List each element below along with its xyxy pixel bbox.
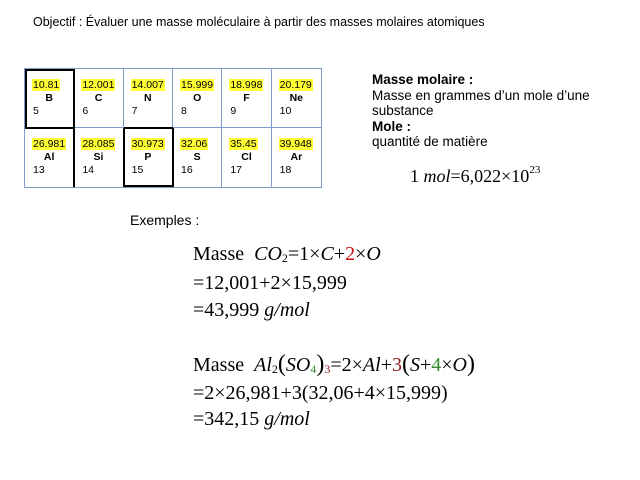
sulfate-count-subscript: 3 <box>324 362 331 376</box>
staircase-line <box>124 127 173 129</box>
atomic-mass: 12.001 <box>82 79 115 91</box>
element-symbol: P <box>144 151 152 163</box>
atomic-mass: 32.06 <box>181 138 208 150</box>
atomic-number: 5 <box>33 105 39 117</box>
eq-part: =2× <box>330 354 363 376</box>
staircase-line <box>124 185 173 187</box>
atomic-number: 15 <box>131 164 144 176</box>
element-symbol: Ne <box>289 92 304 104</box>
eq-part: =1× <box>287 243 321 265</box>
example2-line1: Masse $Al_2(SO_4)_3=2\times Al+3(S+4\times O)$ <box>193 351 475 377</box>
masse-molaire-definition: Masse en grammes d’un mole d’une substance <box>372 87 590 118</box>
times-sign: × <box>355 243 367 265</box>
masse-word: Masse <box>193 243 245 265</box>
example1-line2: =12,001+2×15,999 <box>193 272 347 294</box>
atomic-mass: 20.179 <box>279 79 312 91</box>
element-symbol: N <box>144 92 152 104</box>
co2-subscript: 2 <box>281 251 288 265</box>
masse-word: Masse <box>193 354 245 376</box>
aluminium-symbol: Al <box>254 354 272 376</box>
element-symbol: S <box>193 151 201 163</box>
sulfate-coefficient: 3 <box>391 354 402 376</box>
sulfur-symbol: S <box>409 354 420 376</box>
atomic-number: 7 <box>131 105 138 117</box>
element-cell-c <box>74 69 123 128</box>
example1-line3 <box>193 297 310 323</box>
carbon-symbol: C <box>320 243 334 265</box>
so4-subscript: 4 <box>310 362 317 376</box>
periodic-table-excerpt <box>24 68 322 188</box>
atomic-number: 18 <box>279 164 292 176</box>
examples-label: Exemples : <box>130 212 200 228</box>
element-cell-cl <box>222 128 271 187</box>
masse-molaire-term: Masse molaire : <box>372 72 474 87</box>
atomic-number: 14 <box>82 164 95 176</box>
mole-definition: quantité de matière <box>372 134 488 149</box>
oxygen-symbol: O <box>452 354 467 376</box>
element-symbol: O <box>193 92 202 104</box>
oxygen-coefficient: 4 <box>431 354 442 376</box>
example1-line1 <box>193 241 381 269</box>
mol-count: 1 <box>410 166 419 186</box>
result-value: =342,15 <box>193 408 260 430</box>
element-symbol: B <box>45 92 53 104</box>
element-cell-s <box>173 128 222 187</box>
atomic-number: 13 <box>33 164 45 176</box>
avogadro-exponent: 23 <box>529 164 541 176</box>
atomic-mass: 10.81 <box>33 79 60 91</box>
atomic-mass: 28.085 <box>82 138 115 150</box>
plus-sign: + <box>333 243 346 265</box>
result-value: =43,999 <box>193 299 260 321</box>
avogadro-value: =6,022×10 <box>450 166 530 186</box>
avogadro-equation <box>410 166 540 187</box>
atomic-number: 6 <box>82 105 89 117</box>
atomic-number: 9 <box>230 105 237 117</box>
result-unit: g/mol <box>264 299 310 321</box>
staircase-line <box>25 69 74 71</box>
element-symbol: Si <box>93 151 104 163</box>
staircase-line <box>73 128 75 187</box>
mol-unit: mol <box>423 166 451 186</box>
plus-sign: + <box>380 354 392 376</box>
oxygen-coefficient: 2 <box>345 243 356 265</box>
atomic-mass: 14.007 <box>131 79 164 91</box>
definitions <box>372 72 632 150</box>
element-symbol: F <box>243 92 250 104</box>
element-cell-p <box>124 128 173 187</box>
example2-line3 <box>193 406 310 432</box>
plus-sign-2: + <box>419 354 432 376</box>
atomic-number: 10 <box>279 105 292 117</box>
sulfate-formula: SO <box>285 354 311 376</box>
element-cell-b <box>25 69 74 128</box>
element-cell-ar <box>272 128 321 187</box>
staircase-line <box>25 127 74 129</box>
element-cell-al <box>25 128 74 187</box>
element-cell-f <box>222 69 271 128</box>
times-sign: × <box>441 354 453 376</box>
staircase-line <box>73 69 75 128</box>
objective-text: Objectif : Évaluer une masse moléculaire à partir des masses molaires atomiques <box>33 15 485 29</box>
staircase-line <box>172 128 174 187</box>
atomic-mass: 15.999 <box>181 79 214 91</box>
mole-term: Mole : <box>372 118 411 134</box>
result-unit: g/mol <box>264 408 310 430</box>
element-symbol: Ar <box>290 151 303 163</box>
element-symbol: C <box>94 92 103 104</box>
element-cell-n <box>124 69 173 128</box>
atomic-mass: 26.981 <box>33 138 66 150</box>
aluminium-symbol-2: Al <box>362 354 381 376</box>
element-cell-ne <box>272 69 321 128</box>
atomic-mass: 35.45 <box>230 138 257 150</box>
element-symbol: Cl <box>241 151 252 163</box>
example2-line2: =2×26,981+3(32,06+4×15,999) <box>193 382 448 404</box>
oxygen-symbol: O <box>366 243 381 265</box>
atomic-number: 17 <box>230 164 243 176</box>
co2-formula: CO <box>254 243 282 265</box>
atomic-number: 8 <box>181 105 187 117</box>
staircase-line <box>25 69 27 128</box>
al-subscript: 2 <box>271 362 278 376</box>
atomic-mass: 39.948 <box>279 138 312 150</box>
atomic-mass: 30.973 <box>131 138 164 150</box>
atomic-mass: 18.998 <box>230 79 263 91</box>
staircase-line <box>123 128 125 187</box>
element-cell-o <box>173 69 222 128</box>
element-symbol: Al <box>43 151 55 163</box>
element-cell-si <box>74 128 123 187</box>
atomic-number: 16 <box>181 164 193 176</box>
